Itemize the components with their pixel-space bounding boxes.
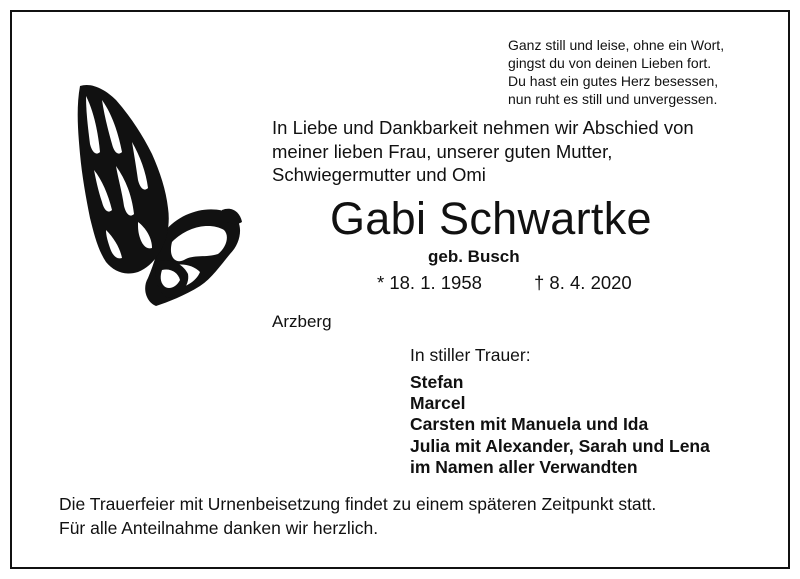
mourners-list (410, 372, 710, 478)
intro-line: In Liebe und Dankbarkeit nehmen wir Abschied von (272, 117, 694, 138)
praying-hands-icon (72, 82, 244, 308)
closing-text (59, 492, 656, 540)
mourner-item: Stefan (410, 372, 464, 392)
death-date: † 8. 4. 2020 (534, 272, 632, 293)
intro-line: meiner lieben Frau, unserer guten Mutter, (272, 140, 613, 162)
mourner-item: im Namen aller Verwandten (410, 456, 638, 477)
place-name: Arzberg (272, 312, 332, 331)
poem-line: Ganz still und leise, ohne ein Wort, (508, 37, 725, 53)
poem-line: gingst du von deinen Lieben fort. (508, 55, 712, 71)
intro-text (272, 116, 752, 187)
poem (508, 36, 768, 108)
maiden-name: geb. Busch (428, 247, 520, 266)
mourning-title: In stiller Trauer: (410, 345, 531, 365)
poem-line: Du hast ein gutes Herz besessen, (508, 73, 719, 89)
mourner-item: Marcel (410, 393, 466, 414)
mourner-item: Julia mit Alexander, Sarah und Lena (410, 435, 710, 456)
birth-date: * 18. 1. 1958 (377, 272, 482, 293)
intro-line: Schwiegermutter und Omi (272, 164, 486, 185)
closing-line: Die Trauerfeier mit Urnenbeisetzung findet zu einem späteren Zeitpunkt statt. (59, 494, 657, 514)
deceased-name: Gabi Schwartke (330, 193, 652, 244)
closing-line: Für alle Anteilnahme danken wir herzlich. (59, 518, 379, 538)
poem-line: nun ruht es still und unvergessen. (508, 91, 718, 107)
mourner-item: Carsten mit Manuela und Ida (410, 414, 649, 435)
